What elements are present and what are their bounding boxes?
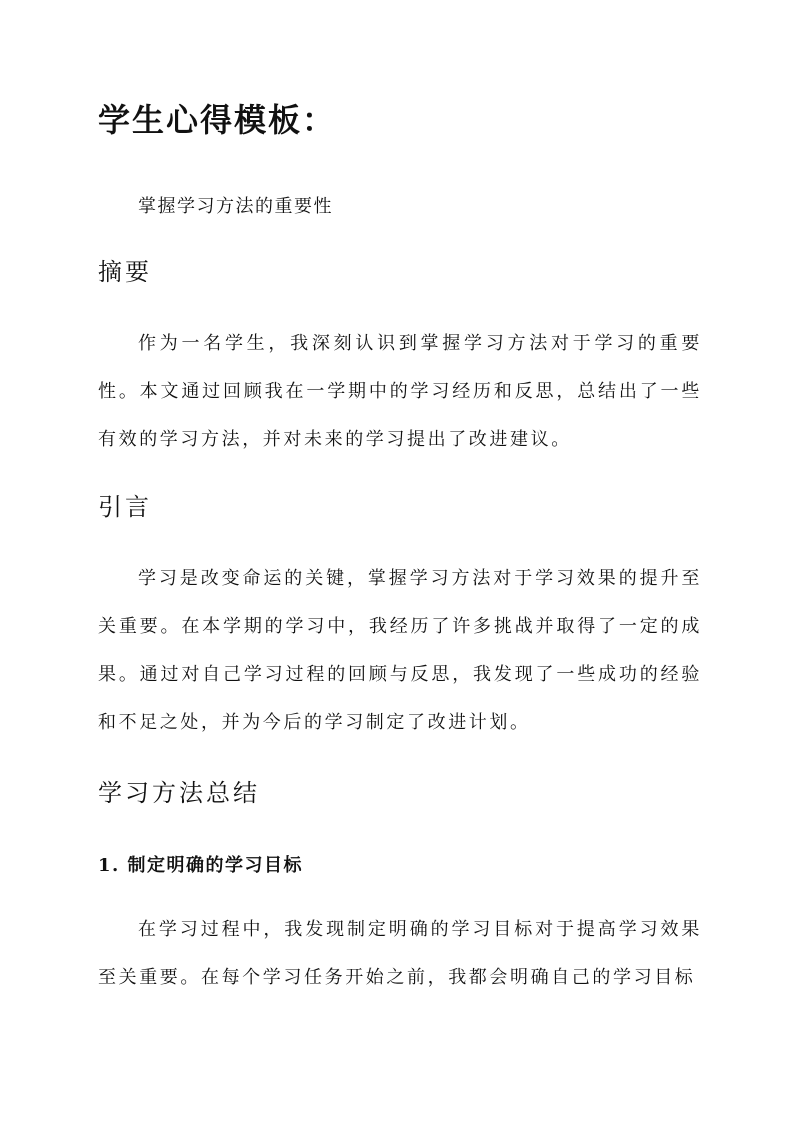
section-heading-introduction: 引言 [98,493,152,521]
section-paragraph-abstract: 作为一名学生，我深刻认识到掌握学习方法对于学习的重要性。本文通过回顾我在一学期中的学习经历和反思，总结出了一些有效的学习方法，并对未来的学习提出了改进建议。 [98,333,702,450]
section-paragraph-introduction: 学习是改变命运的关键，掌握学习方法对于学习效果的提升至关重要。在本学期的学习中，我经历了许多挑战并取得了一定的成果。通过对自己学习过程的回顾与反思，我发现了一些成功的经验和不足之处，并为今后的学习制定了改进计划。 [98,568,702,733]
section-heading-methods-summary: 学习方法总结 [98,779,260,807]
document-subtitle: 掌握学习方法的重要性 [138,196,333,217]
section-heading-abstract: 摘要 [98,258,152,286]
subsection-heading-goals: 1. 制定明确的学习目标 [98,855,304,876]
subsection-paragraph-goals: 在学习过程中，我发现制定明确的学习目标对于提高学习效果至关重要。在每个学习任务开始之前，我都会明确自己的学习目标 [98,919,702,988]
document-title: 学生心得模板： [98,101,337,139]
